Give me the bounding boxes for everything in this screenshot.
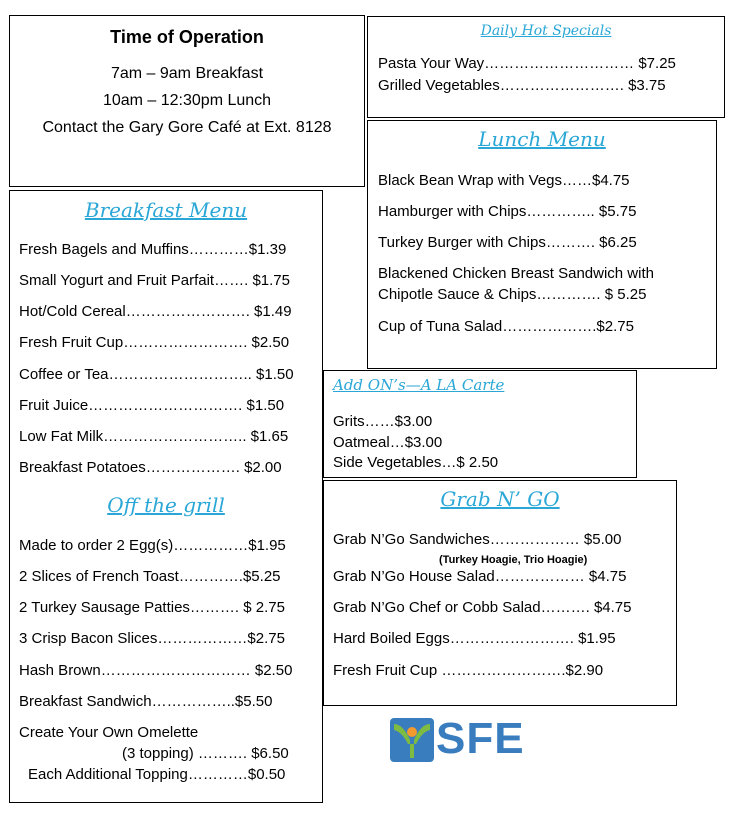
menu-item: 2 Turkey Sausage Patties………. $ 2.75	[19, 599, 285, 616]
menu-item: 3 Crisp Bacon Slices………………$2.75	[19, 630, 285, 647]
menu-item: Made to order 2 Egg(s)……………$1.95	[19, 537, 286, 554]
grab-box	[323, 480, 677, 706]
operation-line: 10am – 12:30pm Lunch	[102, 92, 272, 109]
breakfast-box	[9, 190, 323, 803]
menu-item: Fresh Fruit Cup …………………….$2.90	[333, 662, 604, 679]
menu-item: Grab N’Go Chef or Cobb Salad………. $4.75	[333, 599, 632, 616]
menu-item: Low Fat Milk……………………….. $1.65	[19, 428, 289, 445]
menu-item: Each Additional Topping…………$0.50	[28, 766, 286, 783]
menu-item: Pasta Your Way………………………… $7.25	[378, 55, 676, 72]
daily-hot-box	[367, 16, 725, 118]
breakfast-title: Breakfast Menu	[84, 198, 248, 222]
sfe-logo-text: SFE	[436, 714, 525, 763]
menu-item: Fresh Bagels and Muffins…………$1.39	[19, 241, 287, 258]
operation-box	[9, 15, 365, 187]
grill-title: Off the grill	[107, 493, 225, 517]
operation-title: Time of Operation	[110, 27, 264, 47]
menu-item: (3 topping) ………. $6.50	[122, 745, 289, 762]
menu-item: Create Your Own Omelette	[19, 724, 199, 741]
menu-item: Coffee or Tea……………………….. $1.50	[19, 366, 294, 383]
menu-item: Grilled Vegetables……………………. $3.75	[378, 77, 666, 94]
menu-item: Breakfast Sandwich……………..$5.50	[19, 693, 273, 710]
sfe-logo	[390, 716, 555, 764]
menu-item: Fresh Fruit Cup……………………. $2.50	[19, 334, 290, 351]
menu-item: Cup of Tuna Salad……………….$2.75	[378, 318, 634, 335]
menu-item: Breakfast Potatoes………………. $2.00	[19, 459, 282, 476]
menu-item: Black Bean Wrap with Vegs……$4.75	[378, 172, 630, 189]
menu-item: 2 Slices of French Toast………….$5.25	[19, 568, 281, 585]
operation-line: 7am – 9am Breakfast	[110, 65, 264, 82]
menu-item: Grab N’Go House Salad……………… $4.75	[333, 568, 627, 585]
menu-item: Hot/Cold Cereal……………………. $1.49	[19, 303, 292, 320]
menu-item: Small Yogurt and Fruit Parfait……. $1.75	[19, 272, 290, 289]
addons-box	[323, 370, 637, 478]
menu-item: Side Vegetables…$ 2.50	[333, 454, 499, 471]
menu-item: Grab N’Go Sandwiches……………… $5.00	[333, 531, 622, 548]
menu-item: Oatmeal…$3.00	[333, 434, 443, 451]
grab-title: Grab N’ GO	[440, 487, 560, 511]
menu-item: Hash Brown………………………… $2.50	[19, 662, 293, 679]
menu-item: Turkey Burger with Chips………. $6.25	[378, 234, 637, 251]
operation-line: Contact the Gary Gore Café at Ext. 8128	[42, 119, 332, 136]
menu-item-note: (Turkey Hoagie, Trio Hoagie)	[439, 554, 588, 566]
lunch-title: Lunch Menu	[478, 127, 606, 151]
menu-item: Hamburger with Chips………….. $5.75	[378, 203, 637, 220]
sfe-person-icon	[390, 718, 434, 762]
menu-item: Hard Boiled Eggs……………………. $1.95	[333, 630, 616, 647]
lunch-box	[367, 120, 717, 369]
menu-item: Blackened Chicken Breast Sandwich with	[378, 265, 654, 282]
daily-hot-title: Daily Hot Specials	[480, 23, 612, 39]
menu-item: Fruit Juice…………………………. $1.50	[19, 397, 285, 414]
menu-item: Chipotle Sauce & Chips…………. $ 5.25	[378, 286, 647, 303]
addons-title: Add ON’s—A LA Carte	[333, 376, 505, 394]
menu-item: Grits……$3.00	[333, 413, 433, 430]
